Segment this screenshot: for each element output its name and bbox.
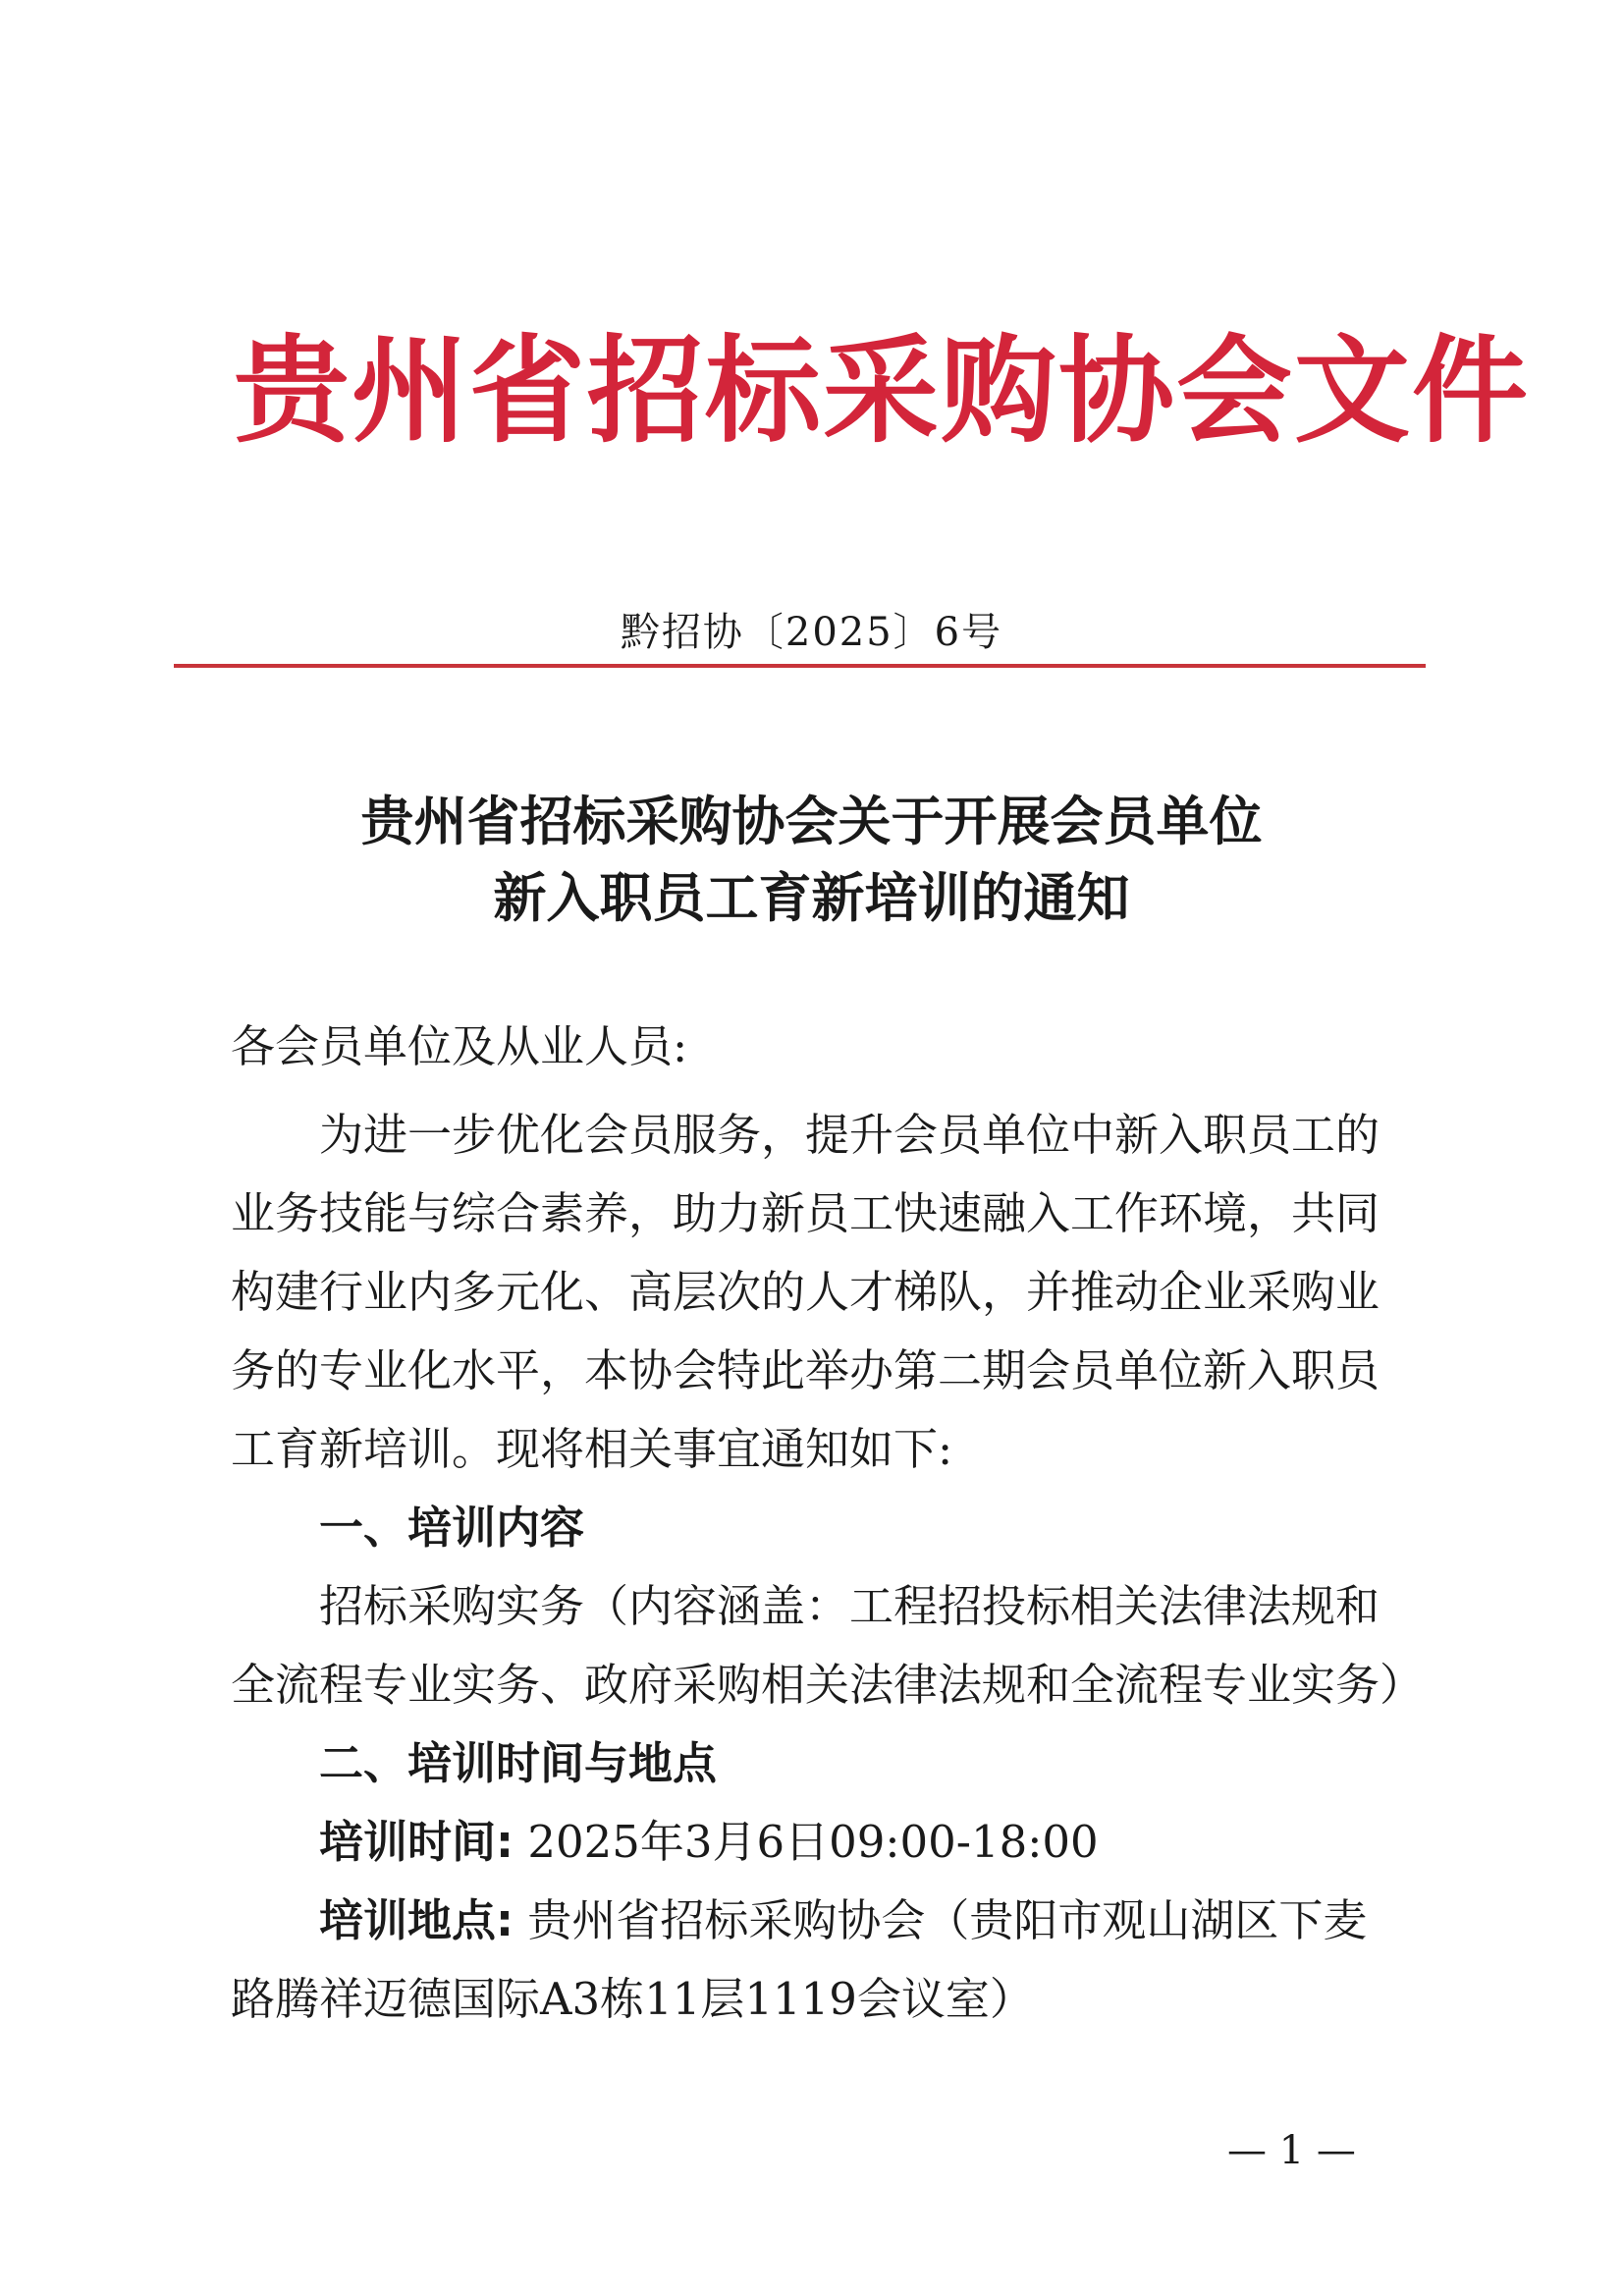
notice-title-line-2: 新入职员工育新培训的通知: [493, 866, 1130, 929]
training-time-line: [319, 1803, 1099, 1882]
paragraph-line: 构建行业内多元化、高层次的人才梯队，并推动企业采购业: [231, 1266, 1380, 1318]
training-time-value: 2025年3月6日09:00-18:00: [527, 1816, 1099, 1868]
paragraph-line: 工育新培训。现将相关事宜通知如下:: [231, 1423, 953, 1475]
training-place-value-continued: 路腾祥迈德国际A3栋11层1119会议室）: [231, 1973, 1034, 2025]
document-number: 黔招协〔2025〕6号: [620, 610, 1003, 655]
page-number: — 1 —: [1227, 2128, 1356, 2173]
paragraph-line: 务的专业化水平，本协会特此举办第二期会员单位新入职员: [231, 1344, 1380, 1396]
section-heading-time-place: 二、培训时间与地点: [319, 1737, 718, 1789]
training-place-line: [319, 1882, 1367, 1960]
red-divider-rule: [174, 664, 1426, 668]
training-place-value: 贵州省招标采购协会（贵阳市观山湖区下麦: [527, 1894, 1368, 1946]
training-time-label: 培训时间:: [319, 1816, 514, 1868]
training-place-label: 培训地点:: [319, 1894, 514, 1946]
paragraph-line: 招标采购实务（内容涵盖：工程招投标相关法律法规和: [319, 1580, 1380, 1632]
salutation: 各会员单位及从业人员:: [231, 1020, 688, 1072]
paragraph-line: 为进一步优化会员服务，提升会员单位中新入职员工的: [319, 1109, 1380, 1161]
paragraph-line: 全流程专业实务、政府采购相关法律法规和全流程专业实务）: [231, 1659, 1425, 1711]
paragraph-line: 业务技能与综合素养，助力新员工快速融入工作环境，共同: [231, 1187, 1380, 1239]
section-heading-training-content: 一、培训内容: [319, 1502, 585, 1554]
notice-title-line-1: 贵州省招标采购协会关于开展会员单位: [360, 790, 1263, 852]
issuer-header-title: 贵州省招标采购协会文件: [234, 322, 1531, 459]
